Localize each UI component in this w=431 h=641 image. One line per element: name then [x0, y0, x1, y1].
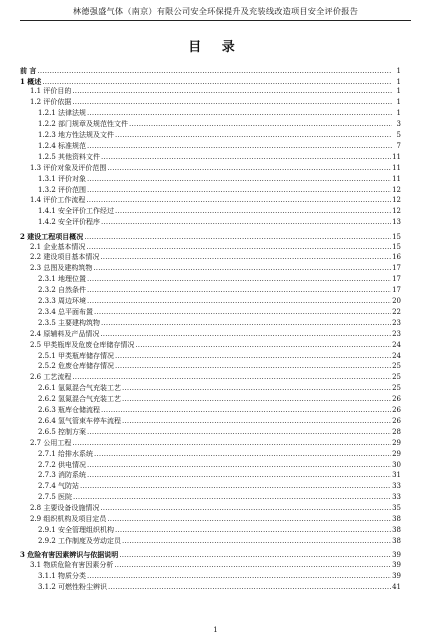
toc-entry[interactable]	[20, 515, 401, 524]
toc-entry-label: 2.3.5 主要建构筑物	[38, 318, 101, 327]
toc-leader-dots	[87, 286, 391, 295]
toc-entry-page: 1	[396, 67, 401, 75]
toc-entry-label: 2.6 工艺流程	[30, 373, 72, 382]
toc-leader-dots	[87, 572, 391, 581]
running-header: 林德强盛气体（南京）有限公司安全环保提升及充装线改造项目安全评价报告	[72, 6, 359, 16]
toc-entry-label: 2.9.1 安全管理组织机构	[38, 525, 115, 534]
toc-leader-dots	[93, 264, 391, 273]
toc-entry-label: 2.5.2 危废仓库储存情况	[38, 362, 115, 371]
toc-entry-page: 26	[392, 406, 401, 414]
toc-entry-page: 1	[396, 98, 401, 107]
toc-entry[interactable]	[20, 572, 401, 581]
toc-entry-label: 3.1.1 物质分类	[38, 572, 87, 580]
toc-leader-dots	[107, 164, 391, 173]
toc-entry-label: 1.2.3 地方性法规及文件	[38, 131, 115, 139]
toc-entry-label: 2.6.4 氢气管束车停车流程	[38, 416, 122, 425]
toc-entry-page: 39	[392, 551, 401, 560]
toc-entry-label: 2.8 主要设备设施情况	[30, 504, 100, 513]
toc-leader-dots	[87, 275, 391, 284]
toc-entry-page: 23	[392, 318, 401, 327]
toc-entry[interactable]	[20, 362, 401, 371]
toc-entry-label: 1.3 评价对象及评价范围	[30, 163, 107, 172]
toc-entry-page: 1	[396, 87, 401, 96]
toc-leader-dots	[87, 297, 391, 306]
toc-entry[interactable]	[20, 526, 401, 535]
toc-leader-dots	[101, 153, 391, 162]
toc-leader-dots	[115, 131, 392, 140]
toc-leader-dots	[107, 515, 391, 524]
toc-leader-dots	[115, 352, 391, 361]
toc-entry[interactable]	[20, 493, 401, 502]
toc-entry-label: 1.1 评价目的	[30, 87, 72, 96]
toc-entry-label: 2.6.5 控制方案	[38, 427, 87, 436]
toc-entry-label: 前 言	[20, 66, 37, 75]
toc-entry-label: 2.7.5 医院	[38, 493, 73, 502]
toc-entry-page: 5	[396, 131, 401, 139]
toc-entry-label: 2.7.4 气防站	[38, 482, 80, 491]
toc-entry-page: 41	[392, 582, 401, 591]
toc-entry[interactable]	[20, 330, 401, 339]
toc-entry-label: 1 概述	[20, 76, 42, 86]
toc-entry[interactable]	[20, 395, 401, 404]
toc-entry[interactable]	[20, 109, 401, 118]
toc-entry[interactable]	[20, 218, 401, 227]
toc-entry-page: 38	[392, 515, 401, 523]
toc-leader-dots	[87, 175, 391, 184]
toc-entry-page: 31	[392, 471, 401, 480]
toc-entry-label: 2.6.3 瓶库仓储流程	[38, 406, 101, 414]
toc-entry-label: 1.3.1 评价对象	[38, 174, 87, 183]
toc-entry[interactable]	[20, 120, 401, 129]
toc-leader-dots	[87, 109, 392, 118]
toc-leader-dots	[72, 98, 392, 107]
toc-entry[interactable]	[20, 352, 401, 361]
toc-entry-page: 11	[392, 163, 401, 172]
toc-entry[interactable]	[20, 286, 401, 295]
toc-leader-dots	[101, 218, 391, 227]
toc-entry-label: 2.4 原辅料及产品情况	[30, 329, 100, 338]
toc-entry-label: 2.3.1 地理位置	[38, 275, 87, 284]
toc-entry[interactable]	[20, 550, 401, 559]
toc-leader-dots	[84, 233, 391, 242]
header-rule	[20, 20, 411, 21]
toc-leader-dots	[100, 253, 391, 262]
toc-entry[interactable]	[20, 308, 401, 317]
toc-leader-dots	[72, 87, 392, 96]
toc-leader-dots	[73, 493, 391, 502]
toc-entry-page: 17	[392, 275, 401, 284]
toc-entry-page: 23	[392, 329, 401, 338]
toc-leader-dots	[122, 417, 391, 426]
toc-entry-label: 2.7 公用工程	[30, 438, 72, 447]
toc-entry-label: 2.5.1 甲类瓶库储存情况	[38, 351, 115, 360]
toc-leader-dots	[100, 330, 391, 339]
toc-entry-label: 2.2 建设项目基本情况	[30, 253, 100, 262]
toc-leader-dots	[37, 67, 392, 76]
toc-entry-page: 29	[392, 449, 401, 458]
toc-entry-page: 26	[392, 395, 401, 404]
toc-entry-label: 1.2.4 标准规范	[38, 141, 87, 150]
toc-entry-page: 35	[392, 504, 401, 513]
toc-entry[interactable]	[20, 142, 401, 151]
toc-entry[interactable]	[20, 384, 401, 393]
toc-entry[interactable]	[20, 297, 401, 306]
toc-leader-dots	[122, 537, 391, 546]
toc-entry[interactable]	[20, 428, 401, 437]
toc-leader-dots	[115, 362, 391, 371]
toc-entry-page: 39	[392, 561, 401, 570]
toc-leader-dots	[86, 196, 391, 205]
toc-entry-label: 1.3.2 评价范围	[38, 185, 87, 194]
toc-entry-label: 3.1.2 可燃性粉尘辨识	[38, 582, 108, 591]
toc-entry-page: 33	[392, 482, 401, 491]
toc-entry-page: 7	[396, 141, 401, 150]
toc-leader-dots	[87, 428, 391, 437]
toc-entry-page: 16	[392, 253, 401, 262]
toc-leader-dots	[108, 583, 391, 592]
toc-leader-dots	[119, 551, 391, 560]
toc-entry[interactable]	[20, 583, 401, 592]
toc-entry-label: 2.6.2 氢氮混合气充装工艺	[38, 395, 122, 404]
toc-leader-dots	[115, 207, 391, 216]
toc-entry-page: 28	[392, 427, 401, 436]
toc-leader-dots	[115, 526, 391, 535]
toc-entry[interactable]	[20, 417, 401, 426]
toc-entry[interactable]	[20, 164, 401, 173]
toc-entry[interactable]	[20, 77, 401, 86]
toc-entry[interactable]	[20, 482, 401, 491]
toc-entry-page: 17	[392, 264, 401, 273]
toc-entry-page: 25	[392, 384, 401, 393]
toc-entry[interactable]	[20, 153, 401, 162]
toc-leader-dots	[72, 373, 391, 382]
toc-entry[interactable]	[20, 439, 401, 448]
toc-leader-dots	[122, 384, 391, 393]
toc-entry-label: 2.3 总图及建构筑物	[30, 264, 93, 273]
toc-entry[interactable]	[20, 232, 401, 241]
toc-entry[interactable]	[20, 207, 401, 216]
toc-entry[interactable]	[20, 253, 401, 262]
toc-entry-page: 17	[392, 286, 401, 295]
toc-entry[interactable]	[20, 264, 401, 273]
toc-entry[interactable]	[20, 504, 401, 513]
toc-leader-dots	[100, 504, 391, 513]
toc-entry-label: 2.7.1 给排水系统	[38, 449, 94, 458]
toc-entry-label: 2.7.2 供电情况	[38, 460, 87, 469]
toc-entry-page: 11	[392, 174, 401, 183]
toc-leader-dots	[42, 78, 392, 87]
toc-entry-label: 1.2.5 其他资料文件	[38, 152, 101, 161]
toc-leader-dots	[135, 341, 391, 350]
toc-entry-page: 11	[392, 152, 401, 161]
toc-entry-page: 25	[392, 373, 401, 382]
toc-entry-page: 1	[396, 109, 401, 118]
toc-entry[interactable]	[20, 537, 401, 546]
toc-title: 目 录	[188, 40, 243, 55]
toc-entry-label: 2.7.3 消防系统	[38, 471, 87, 480]
toc-entry-page: 38	[392, 536, 401, 545]
toc-entry-label: 2.9.2 工作制度及劳动定员	[38, 536, 122, 545]
toc-entry[interactable]	[20, 98, 401, 107]
toc-leader-dots	[87, 471, 391, 480]
toc-entry[interactable]	[20, 450, 401, 459]
toc-entry-page: 29	[392, 438, 401, 447]
toc-entry-label: 2.3.3 周边环境	[38, 297, 87, 305]
toc-entry-label: 1.2.2 部门规章及规范性文件	[38, 120, 129, 129]
toc-leader-dots	[94, 308, 391, 317]
toc-entry-label: 2.6.1 氩氮混合气充装工艺	[38, 384, 122, 393]
toc-entry[interactable]	[20, 319, 401, 328]
toc-entry[interactable]	[20, 561, 401, 570]
toc-entry-page: 12	[392, 196, 401, 205]
page-number: 1	[213, 626, 218, 634]
toc-leader-dots	[122, 395, 391, 404]
toc-entry-label: 1.2 评价依据	[30, 98, 72, 107]
toc-entry-page: 12	[392, 185, 401, 194]
toc-entry-page: 24	[392, 340, 401, 349]
toc-entry-page: 26	[392, 416, 401, 425]
toc-entry-page: 39	[392, 572, 401, 580]
toc-entry-label: 2.5 甲类瓶库及危废仓库储存情况	[30, 340, 135, 349]
toc-entry-page: 22	[392, 307, 401, 316]
toc-entry[interactable]	[20, 373, 401, 382]
toc-entry-page: 15	[392, 232, 401, 241]
toc-entry-label: 2.1 企业基本情况	[30, 242, 86, 251]
toc-entry[interactable]	[20, 87, 401, 96]
toc-entry-label: 3.1 物质危险有害因素分析	[30, 561, 114, 570]
toc-entry[interactable]	[20, 66, 401, 75]
toc-entry-page: 3	[396, 120, 401, 129]
toc-entry-page: 38	[392, 525, 401, 534]
toc-leader-dots	[129, 120, 392, 129]
toc-entry[interactable]	[20, 175, 401, 184]
toc-entry-page: 30	[392, 460, 401, 469]
toc-entry-label: 2.3.2 自然条件	[38, 286, 87, 295]
toc-entry[interactable]	[20, 275, 401, 284]
toc-leader-dots	[114, 561, 391, 570]
toc-entry[interactable]	[20, 186, 401, 195]
toc-entry[interactable]	[20, 406, 401, 415]
toc-entry-page: 24	[392, 351, 401, 360]
toc-entry-label: 1.4.1 安全评价工作经过	[38, 207, 115, 216]
toc-leader-dots	[94, 450, 391, 459]
toc-entry-label: 2.3.4 总平面布置	[38, 307, 94, 316]
toc-leader-dots	[101, 406, 391, 415]
toc-entry-page: 25	[392, 362, 401, 371]
toc-leader-dots	[72, 439, 391, 448]
toc-entry-label: 2 建设工程项目概况	[20, 231, 84, 241]
toc-entry-page: 1	[396, 77, 401, 86]
toc-entry[interactable]	[20, 461, 401, 470]
toc-entry-page: 33	[392, 493, 401, 502]
toc-leader-dots	[101, 319, 391, 328]
toc-entry-label: 3 危险有害因素辨识与依据说明	[20, 550, 119, 560]
toc-entry-page: 15	[392, 242, 401, 251]
toc-leader-dots	[87, 186, 391, 195]
toc-entry-label: 1.4 评价工作流程	[30, 196, 86, 205]
toc-entry[interactable]	[20, 243, 401, 252]
toc-entry-page: 20	[392, 297, 401, 305]
toc-entry-label: 1.4.2 安全评价程序	[38, 218, 101, 227]
toc-leader-dots	[80, 482, 391, 491]
toc-entry[interactable]	[20, 341, 401, 350]
toc-leader-dots	[87, 461, 391, 470]
toc-entry-label: 2.9 组织机构及项目定员	[30, 515, 107, 523]
toc-entry[interactable]	[20, 196, 401, 205]
toc-leader-dots	[87, 142, 392, 151]
toc-entry[interactable]	[20, 131, 401, 140]
toc-entry-page: 12	[392, 207, 401, 216]
toc-entry[interactable]	[20, 471, 401, 480]
toc-leader-dots	[86, 243, 391, 252]
toc-entry-label: 1.2.1 法律法规	[38, 109, 87, 118]
toc-entry-page: 13	[392, 218, 401, 227]
